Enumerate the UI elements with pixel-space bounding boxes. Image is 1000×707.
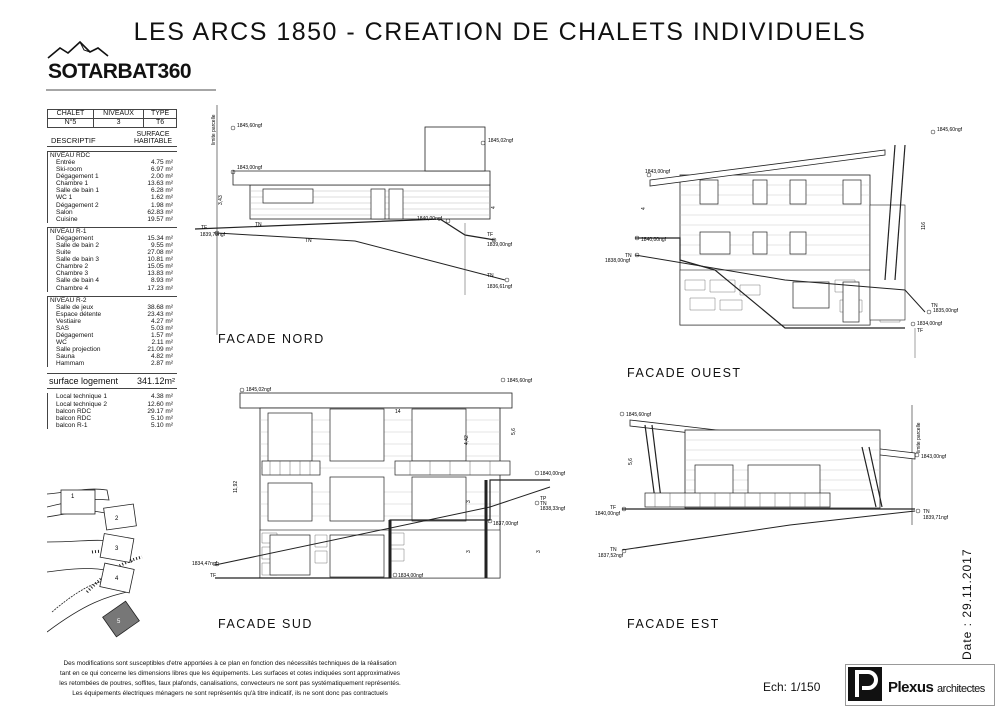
dimension: 4 (491, 206, 497, 209)
room-area: 1.57 m² (150, 331, 173, 339)
room-area: 6.28 m² (150, 187, 173, 195)
room-area: 4.75 m² (150, 159, 173, 166)
window (700, 232, 730, 254)
note: TN (625, 253, 632, 259)
room-area: 2.11 m² (151, 339, 173, 347)
room-row (48, 202, 177, 209)
room-name: Salle de bain 4 (56, 277, 100, 285)
room-row (48, 325, 177, 332)
room-area: 19.57 m² (147, 215, 173, 223)
note: TF (210, 573, 217, 579)
dimension: 3 (466, 550, 472, 553)
room-row (48, 277, 177, 284)
room-area: 4.27 m² (150, 317, 173, 325)
door (371, 189, 385, 219)
firm-logo (845, 664, 995, 706)
room-row (48, 166, 177, 173)
level: 1834,00ngf (917, 321, 943, 327)
room-area: 6.97 m² (150, 166, 173, 174)
room-area: 1.62 m² (150, 194, 173, 202)
level: 1836,61ngf (487, 284, 513, 290)
room-name: Hammam (56, 360, 85, 368)
room-row (48, 346, 177, 353)
page-title: LES ARCS 1850 - CREATION DE CHALETS INDIVIDUELS (133, 18, 867, 46)
note: TP (540, 496, 547, 502)
level: 1839,00ngf (487, 242, 513, 248)
lot-label: 2 (115, 516, 119, 522)
level: 1845,60ngf (237, 123, 263, 129)
window (263, 189, 313, 203)
lot-label: 5 (117, 619, 121, 625)
room-area: 15.05 m² (147, 263, 173, 271)
room-name: Ski-room (56, 166, 83, 174)
room-area: 8.93 m² (150, 277, 173, 285)
header-type: TYPE (144, 110, 177, 119)
window (268, 483, 312, 521)
room-area: 1.98 m² (150, 201, 173, 209)
extra-name: Local technique 2 (56, 400, 107, 408)
logo (46, 40, 226, 92)
dimension: 5,6 (511, 428, 517, 435)
level: 1834,47ngf (192, 561, 218, 567)
window (748, 465, 820, 495)
room-name: WC 1 (56, 194, 73, 202)
room-row (48, 187, 177, 194)
room-area: 15.34 m² (147, 234, 173, 242)
balcony (262, 461, 320, 475)
room-row (48, 270, 177, 277)
room-row (48, 235, 177, 242)
extra-name: balcon R-1 (56, 421, 88, 429)
facade-sud-label: FACADE SUD (218, 617, 313, 631)
extra-area: 5.10 m² (150, 421, 173, 429)
level-section (47, 151, 177, 223)
level: 1838,00ngf (605, 258, 631, 264)
level: 1845,60ngf (626, 412, 652, 418)
level-section (47, 296, 177, 368)
surface-total (47, 373, 177, 389)
window (270, 535, 310, 575)
level: 1843,00ngf (237, 165, 263, 171)
room-row (48, 242, 177, 249)
level: 1837,52ngf (598, 553, 624, 559)
room-area: 2.00 m² (150, 173, 173, 181)
natural-ground (622, 511, 915, 550)
room-row (48, 256, 177, 263)
balcony (395, 461, 510, 475)
room-area: 23.43 m² (147, 310, 173, 318)
window (412, 477, 466, 521)
facade-sud-drawing (190, 375, 570, 615)
lot-1 (61, 490, 95, 514)
room-area: 62.83 m² (147, 208, 173, 216)
facade-ouest-drawing (595, 120, 965, 360)
level: 1839,78ngf (200, 232, 226, 238)
surface-label: surface logement (49, 376, 119, 387)
value-chalet: N°5 (48, 119, 94, 128)
door (389, 189, 403, 219)
window (790, 232, 806, 254)
balcony (645, 493, 830, 507)
scale-label: Ech: 1/150 (763, 680, 821, 694)
dimension: 3 (466, 500, 472, 503)
level: 1840,00ngf (641, 237, 667, 243)
disclaimer-line: Les équipements électriques ménagers ne sont représentés qu'à titre indicatif, ils ne sont donc pas contractuels (72, 690, 388, 697)
room-name: WC (56, 339, 67, 347)
room-name: Suite (56, 249, 71, 257)
facade-ouest-label: FACADE OUEST (627, 366, 742, 380)
window (753, 180, 767, 204)
room-row (48, 173, 177, 180)
room-row (48, 318, 177, 325)
note: limite parcelle (916, 422, 922, 453)
room-name: Dégagement (56, 234, 94, 242)
room-name: Chambre 2 (56, 263, 89, 271)
note: TF (201, 225, 208, 231)
room-name: Salle de jeux (56, 303, 94, 311)
room-row (48, 249, 177, 256)
disclaimer-line: Des modifications sont susceptibles d'etre apportées à ce plan en fonction des nécessités techniques de la réalisation (63, 660, 397, 667)
finished-ground (195, 219, 495, 240)
p-logo-icon (848, 667, 882, 701)
window (330, 409, 384, 461)
room-row (48, 209, 177, 216)
window (412, 409, 466, 461)
note: TF (610, 505, 617, 511)
window (268, 413, 312, 461)
extra-name: balcon RDC (56, 407, 92, 415)
room-area: 10.81 m² (147, 256, 173, 264)
room-row (48, 332, 177, 339)
room-name: Salon (56, 208, 73, 216)
room-name: Sauna (56, 353, 75, 361)
room-area: 21.09 m² (147, 346, 173, 354)
lot-5 (103, 601, 140, 637)
dimension: 4,42 (464, 435, 470, 445)
dimension: 4 (641, 207, 647, 210)
level-name: NIVEAU RDC (48, 151, 177, 159)
level: 1837,00ngf (493, 521, 519, 527)
note: TF (917, 328, 924, 334)
room-name: Salle de bain 3 (56, 256, 100, 264)
level: 1838,33ngf (540, 506, 566, 512)
extra-area: 29.17 m² (147, 407, 173, 415)
dimension: 11,92 (233, 480, 239, 493)
room-area: 38.68 m² (147, 303, 173, 311)
level: 1843,00ngf (921, 454, 947, 460)
extra-name: balcon RDC (56, 414, 92, 422)
header-descriptif: DESCRIPTIF (51, 136, 96, 145)
note: TN (923, 509, 930, 515)
header-niveaux: NIVEAUX (93, 110, 143, 119)
room-name: Salle de bain 1 (56, 187, 100, 195)
room-area: 9.55 m² (150, 241, 173, 249)
window (330, 477, 384, 521)
room-row (48, 339, 177, 346)
window (793, 282, 829, 308)
room-area: 27.08 m² (147, 249, 173, 257)
level: 1835,00ngf (933, 308, 959, 314)
facade-est-label: FACADE EST (627, 617, 720, 631)
level: 1845,02ngf (488, 138, 514, 144)
room-area: 2.87 m² (150, 360, 173, 368)
disclaimer-line: tant en ce qui concerne les dimensions libres que les équipements. Les surfaces et cotes indiquées sont approximatives (60, 670, 400, 677)
room-name: Chambre 1 (56, 180, 89, 188)
level: 1840,00ngf (417, 216, 443, 222)
window (843, 180, 861, 204)
note: TN (540, 501, 547, 507)
extra-row (48, 422, 177, 429)
room-area: 4.82 m² (150, 353, 173, 361)
level: 1840,00ngf (540, 471, 566, 477)
header-chalet: CHALET (48, 110, 94, 119)
room-area: 17.23 m² (147, 284, 173, 292)
extras-list (47, 393, 177, 428)
dimension: 3,43 (218, 195, 224, 205)
level-section (47, 227, 177, 292)
room-name: Vestiaire (56, 317, 81, 325)
room-row (48, 216, 177, 223)
surface-table (47, 109, 177, 429)
facade-nord-label: FACADE NORD (218, 332, 325, 346)
lot-2 (104, 504, 137, 530)
value-type: T6 (144, 119, 177, 128)
lot-label: 4 (115, 576, 119, 582)
note: TN (931, 303, 938, 309)
room-name: Chambre 3 (56, 270, 89, 278)
note: TN (487, 273, 494, 279)
room-name: Dégagement (56, 331, 94, 339)
window (753, 232, 767, 254)
extra-row (48, 408, 177, 415)
dimension: 3 (536, 550, 542, 553)
extra-name: Local technique 1 (56, 393, 107, 401)
chalet-header-table (47, 109, 177, 128)
extra-row (48, 415, 177, 422)
room-name: Salle de bain 2 (56, 241, 100, 249)
dimension: 5,6 (628, 458, 634, 465)
level: 1845,60ngf (937, 127, 963, 133)
window (700, 180, 718, 204)
date-text: Date : 29.11.2017 (960, 548, 974, 660)
firm-sub: architectes (937, 683, 985, 695)
room-name: Cuisine (56, 215, 78, 223)
roof (233, 171, 490, 185)
room-name: Dégagement 1 (56, 173, 99, 181)
level: 1834,00ngf (398, 573, 424, 579)
extra-row (48, 401, 177, 408)
extra-area: 5.10 m² (150, 414, 173, 422)
facade-nord-drawing (195, 105, 555, 335)
extra-area: 12.60 m² (147, 400, 173, 408)
firm-name: Plexus (888, 679, 934, 696)
column-headers (47, 131, 177, 147)
room-row (48, 159, 177, 166)
room-row (48, 285, 177, 292)
dimension: 14 (395, 409, 401, 415)
facade-est-drawing (590, 405, 965, 610)
surface-value: 341.12m² (136, 376, 175, 387)
window (330, 535, 384, 577)
level-name: NIVEAU R-2 (48, 296, 177, 304)
lot-label: 3 (115, 546, 119, 552)
room-name: Dégagement 2 (56, 201, 99, 209)
site-plan (47, 482, 177, 645)
header-surface: SURFACE HABITABLE (134, 131, 172, 145)
note: TN (610, 547, 617, 553)
room-row (48, 194, 177, 201)
upper-volume (425, 127, 485, 171)
note: TN (305, 238, 312, 244)
level: 1845,60ngf (507, 378, 533, 384)
logo-text: SOTARBAT360 (48, 60, 192, 83)
disclaimer (0, 659, 460, 699)
room-name: Chambre 4 (56, 284, 89, 292)
value-niveaux: 3 (93, 119, 143, 128)
sections (47, 151, 177, 367)
room-row (48, 353, 177, 360)
room-name: Salle projection (56, 346, 101, 354)
room-name: SAS (56, 324, 70, 332)
room-name: Espace détente (56, 310, 102, 318)
level-name: NIVEAU R-1 (48, 227, 177, 235)
extra-area: 4.38 m² (150, 393, 173, 401)
room-row (48, 311, 177, 318)
room-row (48, 180, 177, 187)
room-row (48, 304, 177, 311)
window (695, 465, 733, 495)
roof (240, 393, 512, 408)
window (790, 180, 806, 204)
lot-label: 1 (71, 494, 75, 500)
level: 1840,00ngf (595, 511, 621, 517)
dimension: 116 (921, 222, 927, 230)
note: TF (487, 232, 494, 238)
natural-ground (217, 233, 505, 280)
room-name: Entrée (56, 159, 76, 166)
disclaimer-line: les retombées de poutres, soffites, faux plafonds, canalisations, convecteurs ne sont pas systématiquement représentés. (59, 680, 401, 687)
level: 1843,00ngf (645, 169, 671, 175)
room-row (48, 360, 177, 367)
extra-row (48, 393, 177, 400)
door (843, 282, 859, 322)
note: TN (255, 222, 262, 228)
note: limite parcelle (211, 114, 217, 145)
room-area: 5.03 m² (150, 324, 173, 332)
room-area: 13.63 m² (147, 180, 173, 188)
room-area: 13.83 m² (147, 270, 173, 278)
level: 1845,02ngf (246, 387, 272, 393)
level: 1839,71ngf (923, 515, 949, 521)
room-row (48, 263, 177, 270)
